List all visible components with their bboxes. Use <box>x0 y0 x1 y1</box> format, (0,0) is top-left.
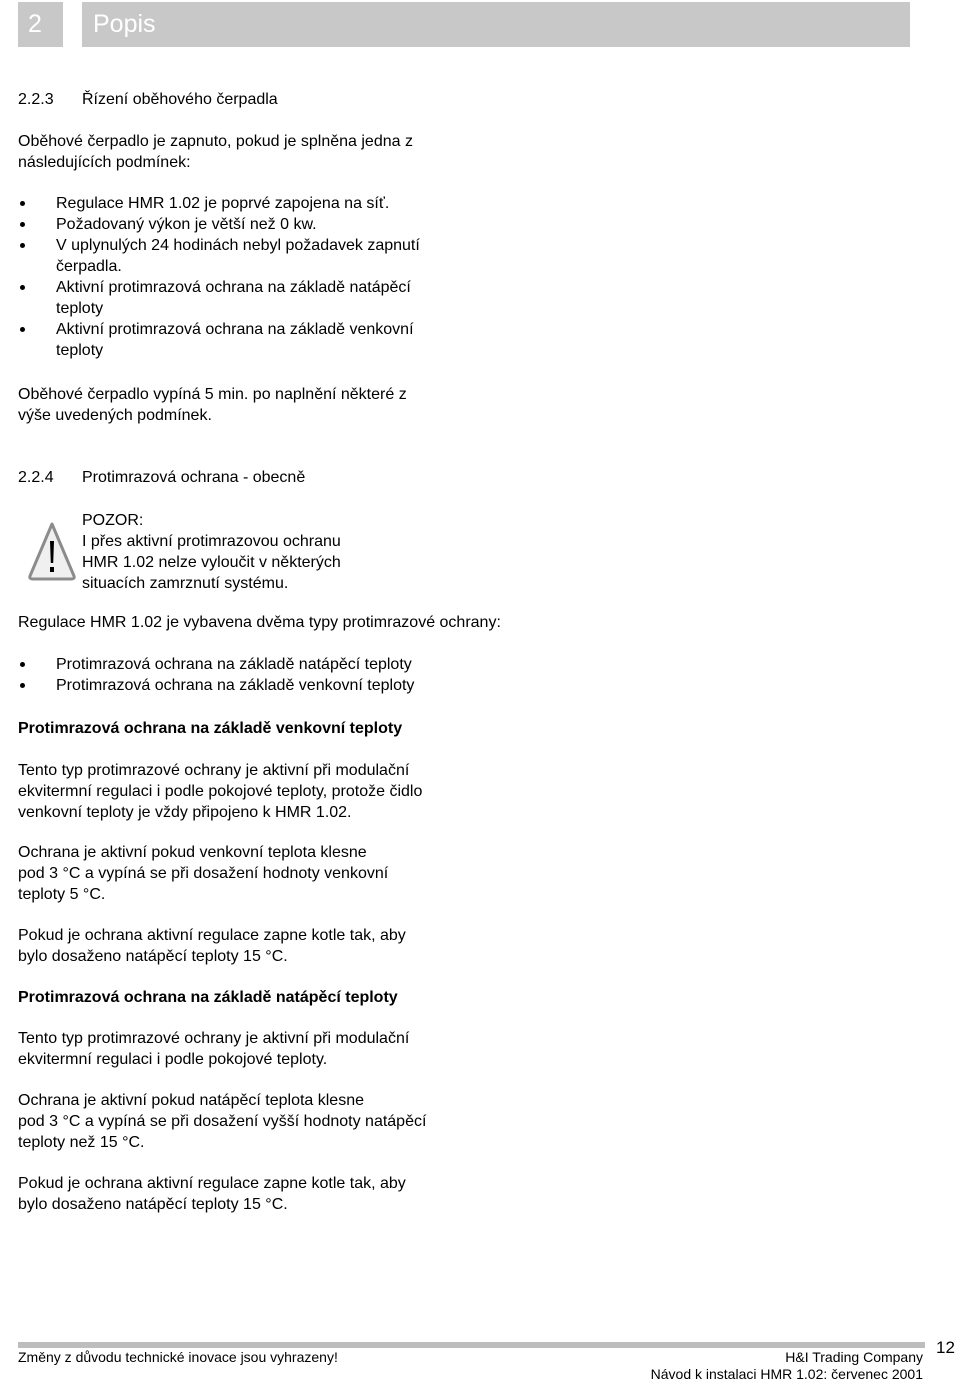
text-line: výše uvedených podmínek. <box>18 407 212 424</box>
bullet-icon <box>20 243 25 248</box>
list-item <box>18 319 498 361</box>
text-line: pod 3 °C a vypíná se při dosažení vyšší hodnoty natápěcí <box>18 1113 427 1130</box>
section-number: 2.2.4 <box>18 469 54 486</box>
warning-message <box>82 510 402 594</box>
text-line: bylo dosaženo natápěcí teploty 15 °C. <box>18 1196 288 1213</box>
text-line: Pokud je ochrana aktivní regulace zapne kotle tak, aby <box>18 927 406 944</box>
pump-outro-paragraph <box>18 384 498 426</box>
text-line: situacích zamrznutí systému. <box>82 575 289 592</box>
flow-protection-heading: Protimrazová ochrana na základě natápěcí teploty <box>18 989 398 1006</box>
list-item <box>18 214 498 235</box>
text-line: ekvitermní regulaci i podle pokojové teploty, protože čidlo <box>18 783 423 800</box>
text-line: Aktivní protimrazová ochrana na základě venkovní <box>56 321 414 338</box>
text-line: Aktivní protimrazová ochrana na základě natápěcí <box>56 279 411 296</box>
bullet-icon <box>20 201 25 206</box>
text-line: Pokud je ochrana aktivní regulace zapne kotle tak, aby <box>18 1175 406 1192</box>
bullet-icon <box>20 683 25 688</box>
chapter-number: 2 <box>18 2 63 47</box>
section-title: Protimrazová ochrana - obecně <box>82 469 306 486</box>
footer-document-info: Návod k instalaci HMR 1.02: červenec 2001 <box>650 1366 923 1382</box>
bullet-icon <box>20 662 25 667</box>
warning-label: POZOR: <box>82 512 144 529</box>
text-line: bylo dosaženo natápěcí teploty 15 °C. <box>18 948 288 965</box>
text-line: Oběhové čerpadlo je zapnuto, pokud je splněna jedna z <box>18 133 413 150</box>
section-title: Řízení oběhového čerpadla <box>82 91 278 108</box>
flow-paragraph-1 <box>18 1028 618 1070</box>
text-line: Protimrazová ochrana na základě natápěcí teploty <box>56 656 412 673</box>
bullet-icon <box>20 327 25 332</box>
flow-paragraph-2 <box>18 1090 618 1153</box>
text-line: Oběhové čerpadlo vypíná 5 min. po naplnění některé z <box>18 386 407 403</box>
section-number: 2.2.3 <box>18 91 54 108</box>
text-line: I přes aktivní protimrazovou ochranu <box>82 533 341 550</box>
warning-triangle-icon <box>28 521 76 581</box>
text-line: Protimrazová ochrana na základě venkovní teploty <box>56 677 415 694</box>
footer-notice: Změny z důvodu technické inovace jsou vyhrazeny! <box>18 1349 338 1365</box>
text-line: pod 3 °C a vypíná se při dosažení hodnoty venkovní <box>18 865 389 882</box>
outdoor-paragraph-3 <box>18 925 618 967</box>
bullet-icon <box>20 222 25 227</box>
pump-conditions-list <box>18 193 498 361</box>
text-line: venkovní teploty je vždy připojeno k HMR 1.02. <box>18 804 352 821</box>
text-line: Tento typ protimrazové ochrany je aktivní při modulační <box>18 762 410 779</box>
text-line: ekvitermní regulaci i podle pokojové teploty. <box>18 1051 328 1068</box>
text-line: Regulace HMR 1.02 je poprvé zapojena na síť. <box>56 195 390 212</box>
list-item <box>18 235 498 277</box>
text-line: teploty 5 °C. <box>18 886 106 903</box>
flow-paragraph-3 <box>18 1173 618 1215</box>
text-line: čerpadla. <box>56 258 122 275</box>
text-line: následujících podmínek: <box>18 154 191 171</box>
chapter-title: Popis <box>82 2 910 47</box>
footer-divider <box>18 1342 925 1348</box>
text-line: Tento typ protimrazové ochrany je aktivní při modulační <box>18 1030 410 1047</box>
text-line: teploty <box>56 342 104 359</box>
list-item <box>18 277 498 319</box>
text-line: teploty <box>56 300 104 317</box>
page-number: 12 <box>936 1338 955 1357</box>
list-item <box>18 193 498 214</box>
text-line: Ochrana je aktivní pokud venkovní teplota klesne <box>18 844 367 861</box>
protection-types-intro: Regulace HMR 1.02 je vybavena dvěma typy protimrazové ochrany: <box>18 614 501 631</box>
protection-types-list <box>18 654 618 696</box>
text-line: Požadovaný výkon je větší než 0 kw. <box>56 216 317 233</box>
section-heading-2-2-3 <box>18 89 618 110</box>
list-item <box>18 654 618 675</box>
text-line: Ochrana je aktivní pokud natápěcí teplota klesne <box>18 1092 364 1109</box>
section-heading-2-2-4 <box>18 467 618 488</box>
list-item <box>18 675 618 696</box>
text-line: teploty než 15 °C. <box>18 1134 145 1151</box>
outdoor-protection-heading: Protimrazová ochrana na základě venkovní teploty <box>18 720 403 737</box>
pump-intro-paragraph <box>18 131 498 173</box>
outdoor-paragraph-2 <box>18 842 618 905</box>
footer-company: H&I Trading Company <box>785 1349 923 1365</box>
bullet-icon <box>20 285 25 290</box>
text-line: V uplynulých 24 hodinách nebyl požadavek zapnutí <box>56 237 420 254</box>
outdoor-paragraph-1 <box>18 760 618 823</box>
text-line: HMR 1.02 nelze vyloučit v některých <box>82 554 341 571</box>
